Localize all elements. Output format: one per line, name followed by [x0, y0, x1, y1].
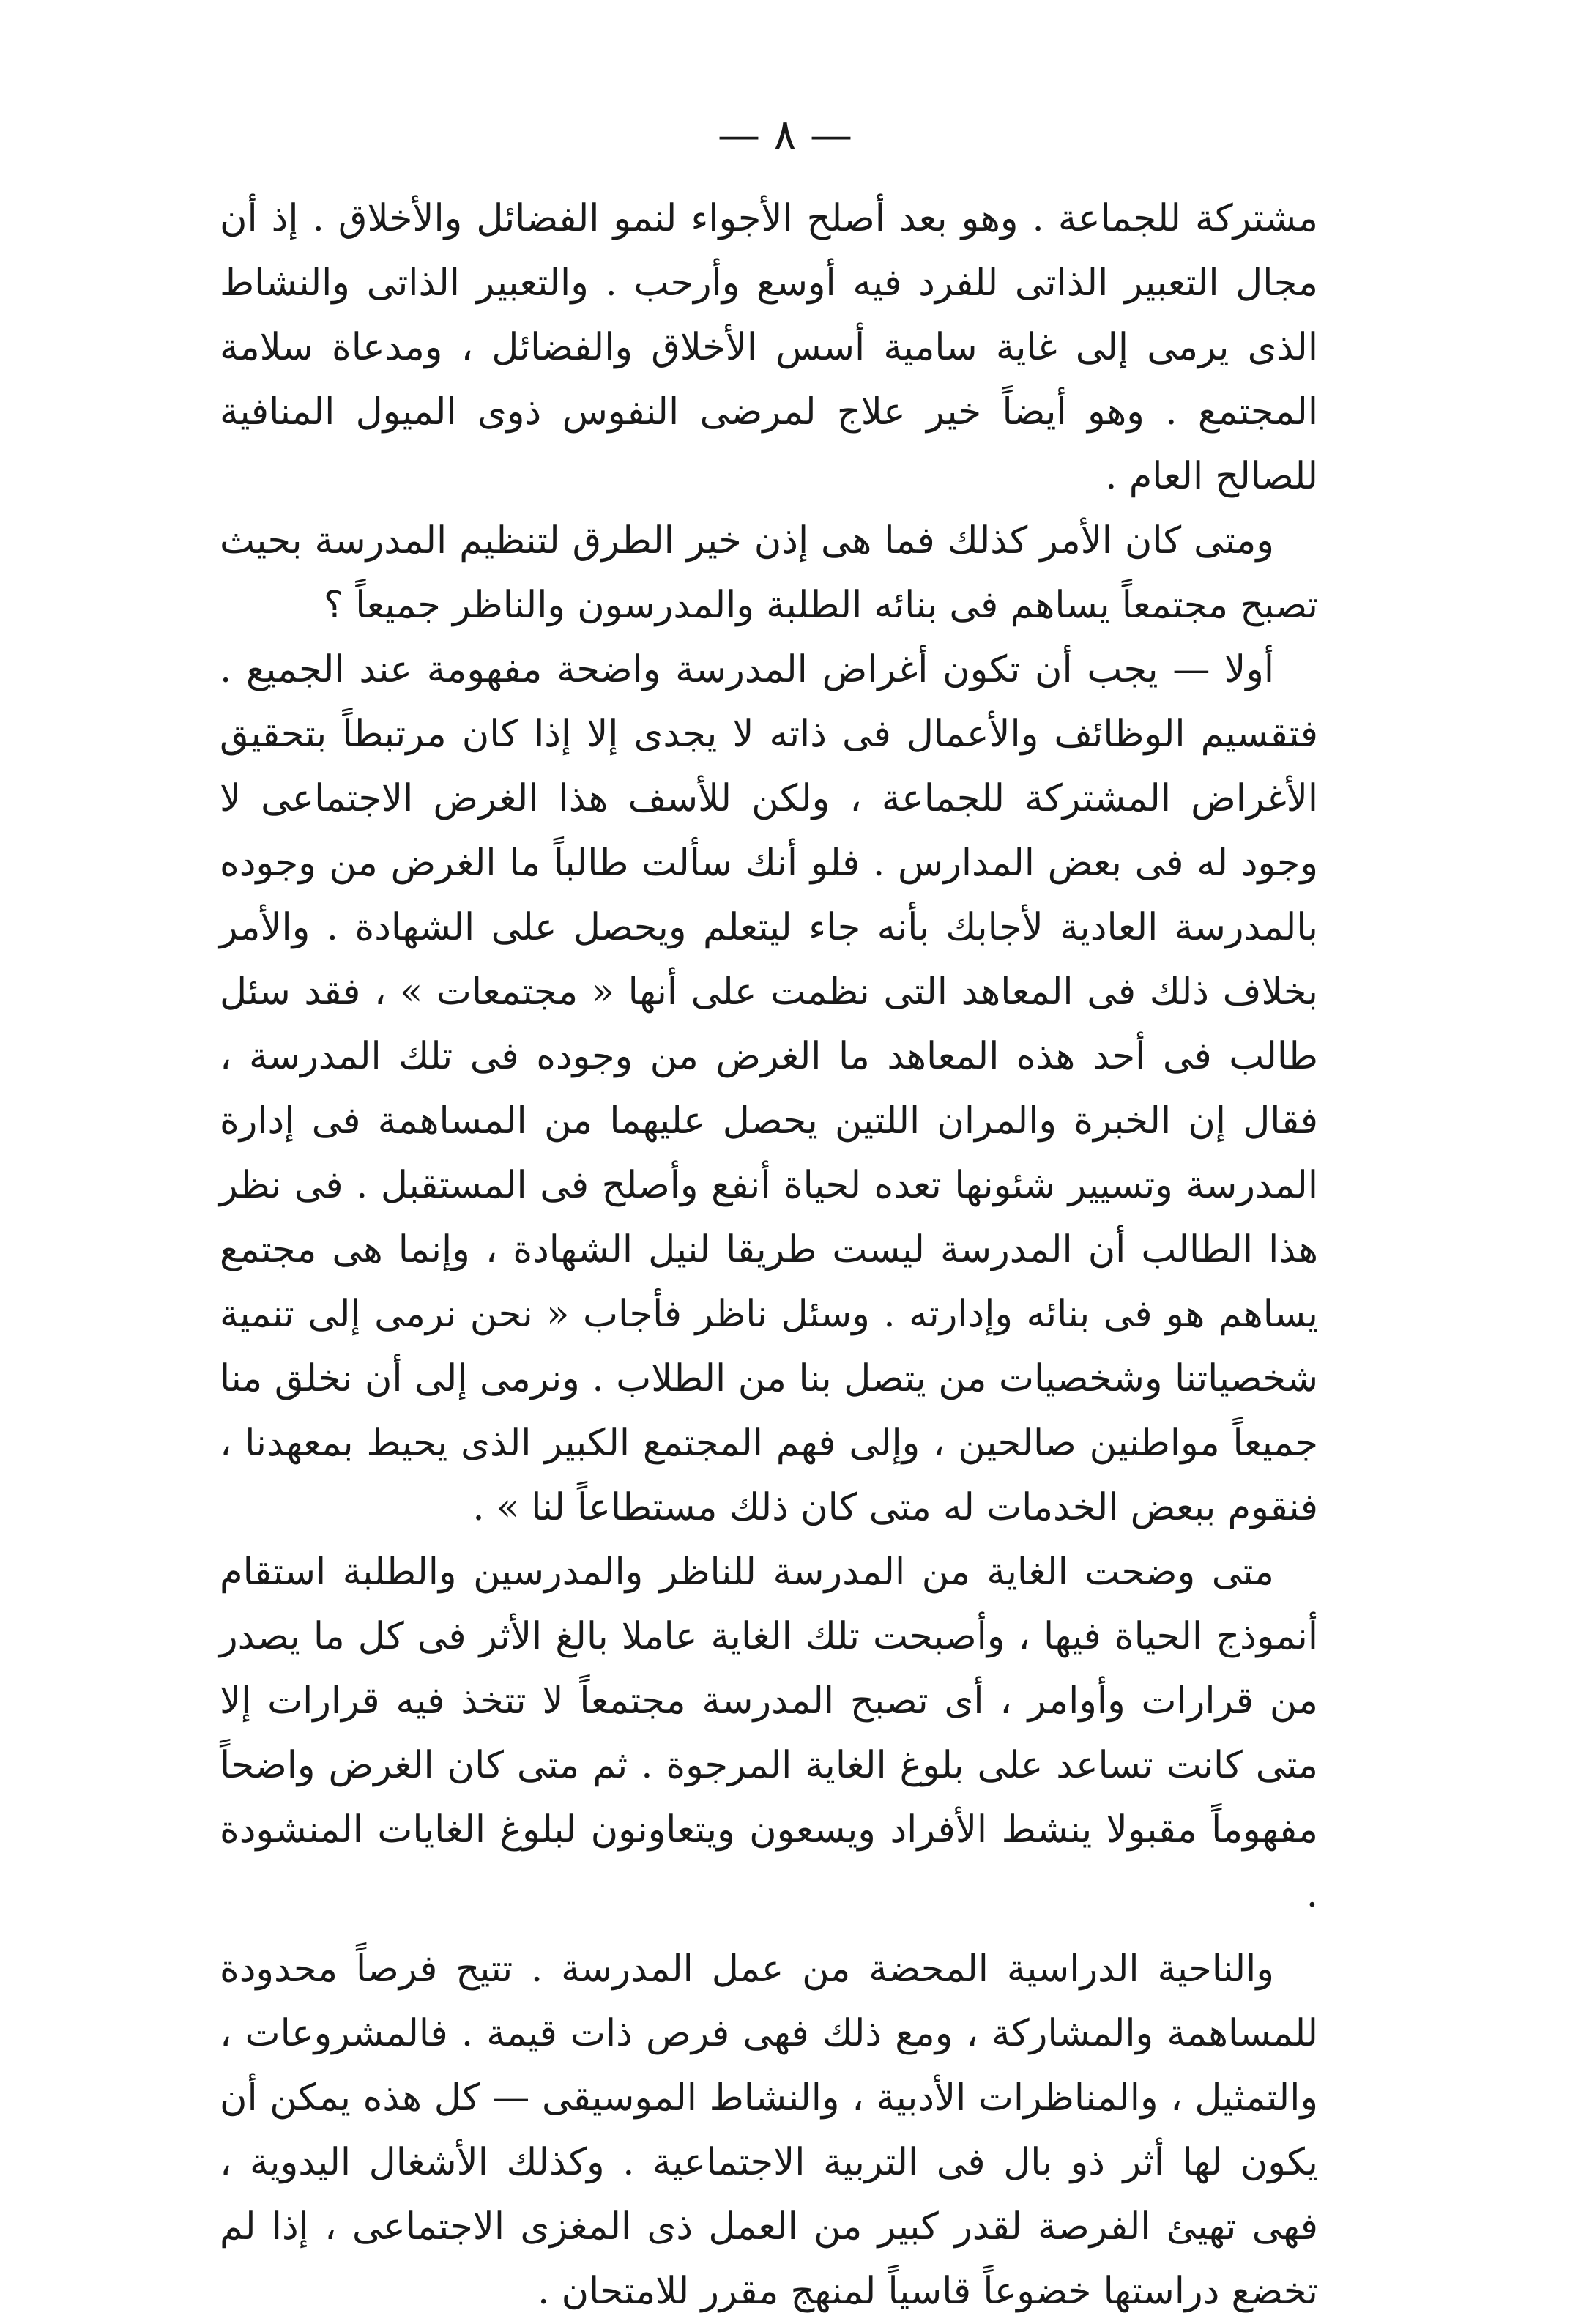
body-text	[220, 187, 1318, 2324]
paragraph-5: والناحية الدراسية المحضة من عمل المدرسة . تتيح فرصاً محدودة للمساهمة والمشاركة ، ومع ذلك فهى فرص ذات قيمة . فالمشروعات ، والتمثيل ، والمناظرات الأدبية ، والنشاط الموسيقى — كل هذه يمكن أن يكون لها أثر ذو بال فى التربية الاجتماعية . وكذلك الأشغال اليدوية ، فهى تهيئ الفرصة لقدر كبير من العمل ذى المغزى الاجتماعى ، إذا لم تخضع دراستها خضوعاً قاسياً لمنهج مقرر للامتحان .	[220, 1948, 1318, 2313]
paragraph-4: متى وضحت الغاية من المدرسة للناظر والمدرسين والطلبة استقام أنموذج الحياة فيها ، وأصبحت تلك الغاية عاملا بالغ الأثر فى كل ما يصدر من قرارات وأوامر ، أى تصبح المدرسة مجتمعاً لا تتخذ فيه قرارات إلا متى كانت تساعد على بلوغ الغاية المرجوة . ثم متى كان الغرض واضحاً مفهوماً مقبولا ينشط الأفراد ويسعون ويتعاونون لبلوغ الغايات المنشودة .	[220, 1551, 1318, 1916]
paragraph-3: أولا — يجب أن تكون أغراض المدرسة واضحة مفهومة عند الجميع . فتقسيم الوظائف والأعمال فى ذاته لا يجدى إلا إذا كان مرتبطاً بتحقيق الأغراض المشتركة للجماعة ، ولكن للأسف هذا الغرض الاجتماعى لا وجود له فى بعض المدارس . فلو أنك سألت طالباً ما الغرض من وجوده بالمدرسة العادية لأجابك بأنه جاء ليتعلم ويحصل على الشهادة . والأمر بخلاف ذلك فى المعاهد التى نظمت على أنها « مجتمعات » ، فقد سئل طالب فى أحد هذه المعاهد ما الغرض من وجوده فى تلك المدرسة ، فقال إن الخبرة والمران اللتين يحصل عليهما من المساهمة فى إدارة المدرسة وتسيير شئونها تعده لحياة أنفع وأصلح فى المستقبل . فى نظر هذا الطالب أن المدرسة ليست طريقا لنيل الشهادة ، وإنما هى مجتمع يساهم هو فى بنائه وإدارته . وسئل ناظر فأجاب « نحن نرمى إلى تنمية شخصياتنا وشخصيات من يتصل بنا من الطلاب . ونرمى إلى أن نخلق منا جميعاً مواطنين صالحين ، وإلى فهم المجتمع الكبير الذى يحيط بمعهدنا ، فنقوم ببعض الخدمات له متى كان ذلك مستطاعاً لنا » .	[220, 648, 1318, 1529]
page-number: — ٨ —	[717, 110, 853, 160]
paragraph-2: ومتى كان الأمر كذلك فما هى إذن خير الطرق لتنظيم المدرسة بحيث تصبح مجتمعاً يساهم فى بنائه الطلبة والمدرسون والناظر جميعاً ؟	[220, 519, 1318, 627]
paragraph-1: مشتركة للجماعة . وهو بعد أصلح الأجواء لنمو الفضائل والأخلاق . إذ أن مجال التعبير الذاتى للفرد فيه أوسع وأرحب . والتعبير الذاتى والنشاط الذى يرمى إلى غاية سامية أسس الأخلاق والفضائل ، ومدعاة سلامة المجتمع . وهو أيضاً خير علاج لمرضى النفوس ذوى الميول المنافية للصالح العام .	[220, 197, 1318, 498]
